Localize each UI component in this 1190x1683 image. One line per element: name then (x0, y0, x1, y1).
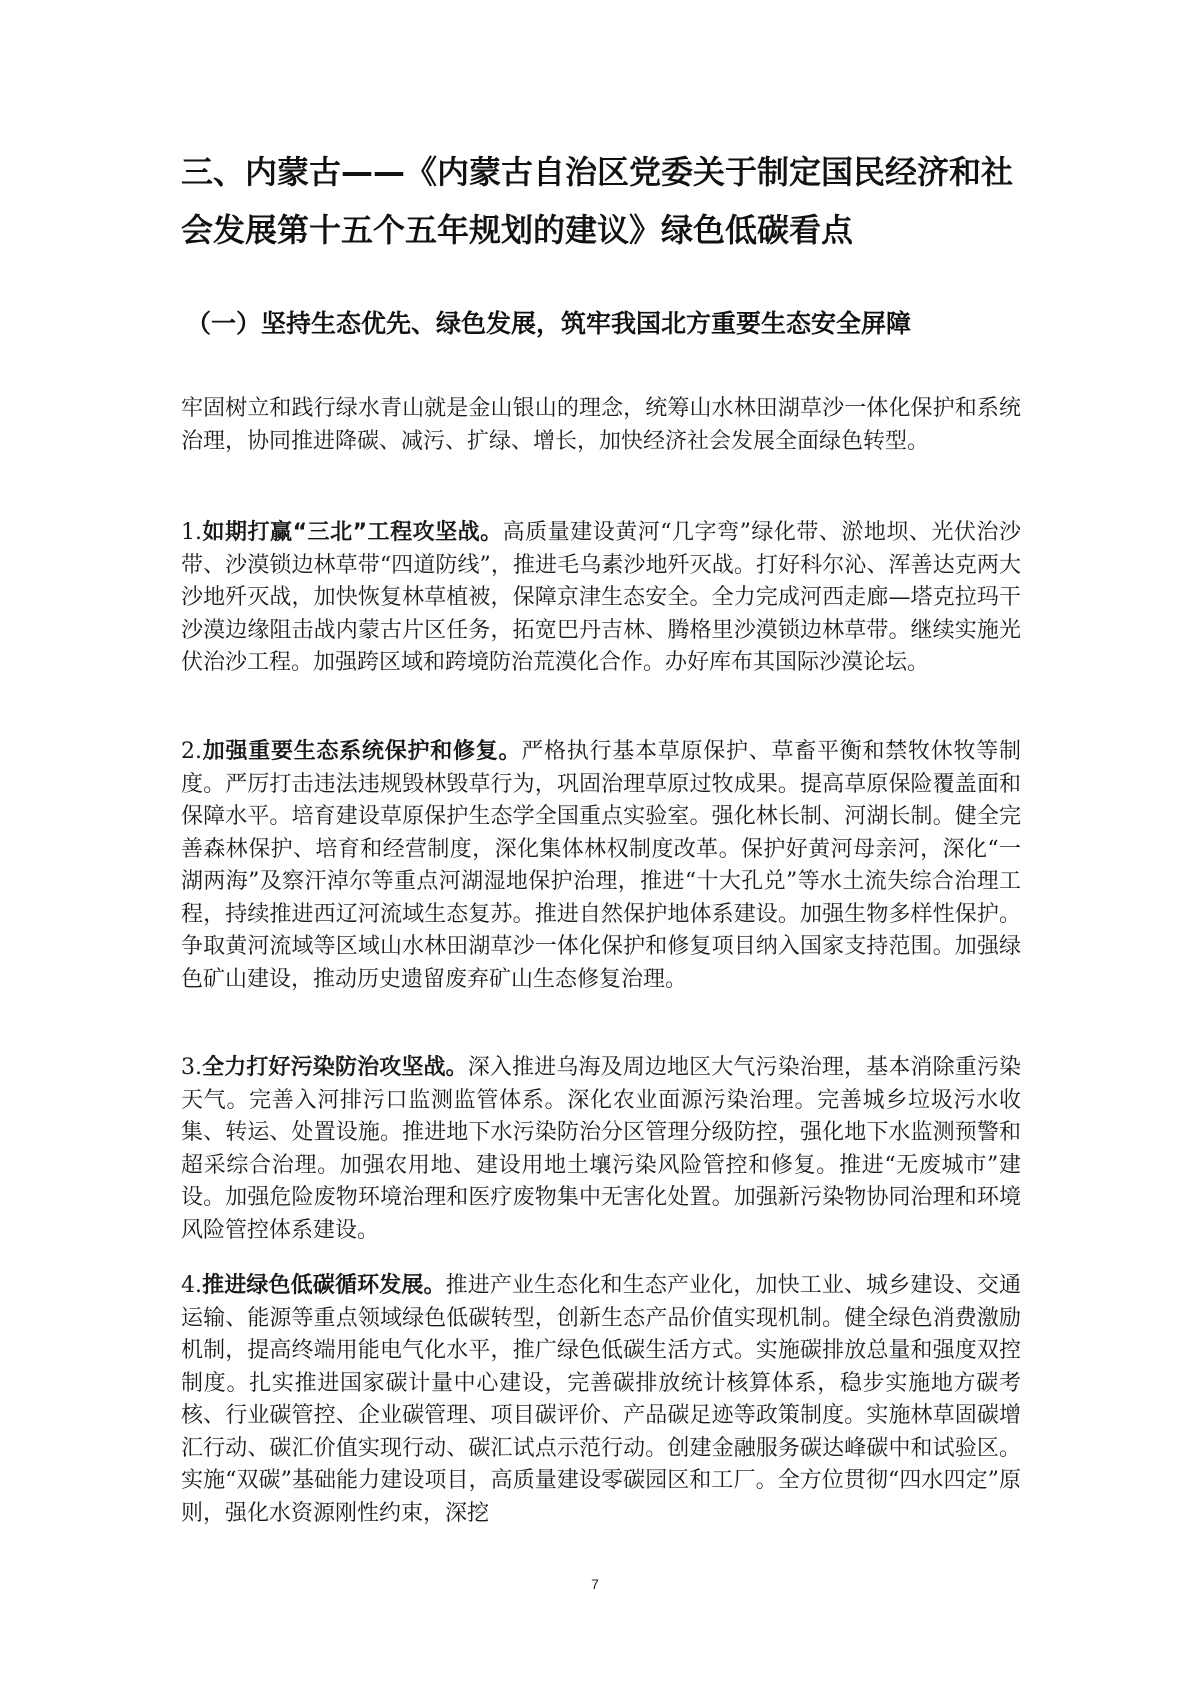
page-number: 7 (591, 1576, 599, 1592)
list-item (181, 1270, 1021, 1530)
item-text: 推进产业生态化和生态产业化，加快工业、城乡建设、交通运输、能源等重点领域绿色低碳转型，创新生态产品价值实现机制。健全绿色消费激励机制，提高终端用能电气化水平，推广绿色低碳生活方式。实施碳排放总量和强度双控制度。扎实推进国家碳计量中心建设，完善碳排放统计核算体系，稳步实施地方碳考核、行业碳管控、企业碳管理、项目碳评价、产品碳足迹等政策制度。实施林草固碳增汇行动、碳汇价值实现行动、碳汇试点示范行动。创建金融服务碳达峰碳中和试验区。实施“双碳”基础能力建设项目，高质量建设零碳园区和工厂。全方位贯彻“四水四定”原则，强化水资源刚性约束，深挖 (181, 1273, 1021, 1526)
item-number: 1. (181, 520, 202, 545)
list-item (181, 517, 1021, 680)
list-item (181, 1052, 1021, 1247)
item-number: 3. (181, 1055, 202, 1080)
item-lead: 全力打好污染防治攻坚战。 (202, 1055, 468, 1080)
item-text: 高质量建设黄河“几字弯”绿化带、淤地坝、光伏治沙带、沙漠锁边林草带“四道防线”，推进毛乌素沙地歼灭战。打好科尔沁、浑善达克两大沙地歼灭战，加快恢复林草植被，保障京津生态安全。全力完成河西走廊—塔克拉玛干沙漠边缘阻击战内蒙古片区任务，拓宽巴丹吉林、腾格里沙漠锁边林草带。继续实施光伏治沙工程。加强跨区域和跨境防治荒漠化合作。办好库布其国际沙漠论坛。 (181, 520, 1022, 675)
item-number: 4. (181, 1273, 202, 1298)
item-text: 严格执行基本草原保护、草畜平衡和禁牧休牧等制度。严厉打击违法违规毁林毁草行为，巩固治理草原过牧成果。提高草原保险覆盖面和保障水平。培育建设草原保护生态学全国重点实验室。强化林长制、河湖长制。健全完善森林保护、培育和经营制度，深化集体林权制度改革。保护好黄河母亲河，深化“一湖两海”及察汗淖尔等重点河湖湿地保护治理，推进“十大孔兑”等水土流失综合治理工程，持续推进西辽河流域生态复苏。推进自然保护地体系建设。加强生物多样性保护。争取黄河流域等区域山水林田湖草沙一体化保护和修复项目纳入国家支持范围。加强绿色矿山建设，推动历史遗留废弃矿山生态修复治理。 (181, 739, 1021, 992)
list-item (181, 736, 1021, 996)
section-heading: （一）坚持生态优先、绿色发展，筑牢我国北方重要生态安全屏障 (186, 309, 912, 338)
item-lead: 推进绿色低碳循环发展。 (202, 1273, 446, 1298)
document-title: 三、内蒙古——《内蒙古自治区党委关于制定国民经济和社会发展第十五个五年规划的建议》绿色低碳看点 (181, 153, 1014, 249)
item-text: 深入推进乌海及周边地区大气污染治理，基本消除重污染天气。完善入河排污口监测监管体系。深化农业面源污染治理。完善城乡垃圾污水收集、转运、处置设施。推进地下水污染防治分区管理分级防控，强化地下水监测预警和超采综合治理。加强农用地、建设用地土壤污染风险管控和修复。推进“无废城市”建设。加强危险废物环境治理和医疗废物集中无害化处置。加强新污染物协同治理和环境风险管控体系建设。 (181, 1055, 1021, 1243)
item-lead: 加强重要生态系统保护和修复。 (202, 739, 522, 764)
intro-paragraph: 牢固树立和践行绿水青山就是金山银山的理念，统筹山水林田湖草沙一体化保护和系统治理，协同推进降碳、减污、扩绿、增长，加快经济社会发展全面绿色转型。 (181, 396, 1021, 454)
item-number: 2. (181, 739, 202, 764)
item-lead: 如期打赢“三北”工程攻坚战。 (202, 520, 503, 545)
